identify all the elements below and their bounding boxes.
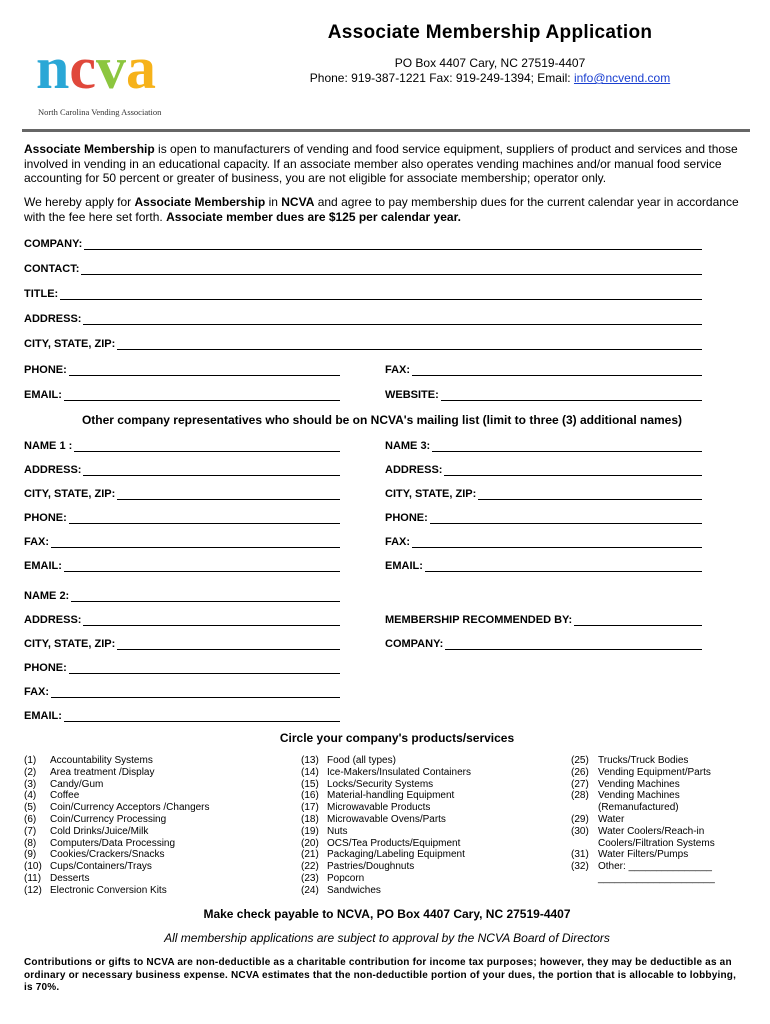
products-column-2 [301,755,541,897]
product-label: Water Coolers/Reach-in [598,825,705,837]
product-number: (15) [301,778,319,790]
membership-recommended-label: MEMBERSHIP RECOMMENDED BY: [385,614,573,626]
product-label: Water [598,813,625,825]
name2-phone-label: PHONE: [24,662,67,674]
product-item[interactable] [571,873,761,885]
product-number: (8) [24,837,37,849]
name1-email-field[interactable] [24,558,340,572]
page-title: Associate Membership Application [327,22,653,43]
header-contact-text: Phone: 919-387-1221 Fax: 919-249-1394; Email: [309,71,574,85]
product-label: Water Filters/Pumps [598,849,689,861]
product-item[interactable] [24,790,264,802]
apply-text-d: NCVA [281,195,315,209]
product-item[interactable] [571,767,761,779]
name1-field[interactable] [24,438,340,452]
product-number: (3) [24,778,37,790]
product-item[interactable] [571,755,761,767]
product-item[interactable] [301,755,541,767]
product-item[interactable] [301,779,541,791]
product-item[interactable] [301,814,541,826]
tax-footnote: Contributions or gifts to NCVA are non-deductible as a charitable contribution for income tax purposes; however, they may be deductible as an ordinary or necessary business expense. NCVA estimates that the non-deductible portion of your dues, the portion that is allocable to lobbying, is 70%. [24,957,737,993]
product-label: Desserts [50,872,90,884]
product-item[interactable] [24,873,264,885]
contact-label: CONTACT: [24,263,80,275]
fax-label: FAX: [385,364,411,376]
recommender-company-field[interactable] [385,636,702,650]
product-item[interactable] [301,861,541,873]
product-number: (17) [301,802,319,814]
name3-city-field[interactable] [385,486,702,500]
product-item[interactable] [24,755,264,767]
product-number: (24) [301,884,319,896]
name2-fax-field[interactable] [24,684,340,698]
product-number: (4) [24,790,37,802]
product-number: (18) [301,813,319,825]
phone-field[interactable] [24,362,340,376]
product-label: Cups/Containers/Trays [50,861,152,873]
product-number: (26) [571,766,589,778]
email-field[interactable] [24,387,340,401]
product-label: Material-handling Equipment [327,790,455,802]
product-item[interactable] [571,814,761,826]
product-number [571,873,598,885]
product-number [571,802,598,814]
name2-city-field[interactable] [24,636,340,650]
name1-label: NAME 1 : [24,440,73,452]
product-number: (27) [571,778,589,790]
product-label: Other: _______________ [598,861,712,873]
logo-letter: n [36,36,70,100]
product-item[interactable] [301,790,541,802]
city-state-zip-label: CITY, STATE, ZIP: [24,338,116,350]
product-label: (Remanufactured) [598,802,679,814]
product-number: (13) [301,755,319,766]
email-label: EMAIL: [24,389,62,401]
address-label: ADDRESS: [24,313,82,325]
product-number: (14) [301,766,319,778]
product-label: Vending Machines [598,778,680,790]
representatives-heading: Other company representatives who should be on NCVA's mailing list (limit to three (3) additional names) [81,413,683,427]
product-number: (25) [571,755,589,766]
product-number [571,838,598,850]
product-item[interactable] [571,838,761,850]
product-item[interactable] [24,885,264,897]
ncva-logo [36,36,196,100]
name3-address-field[interactable] [385,462,702,476]
product-item[interactable] [301,826,541,838]
name3-label: NAME 3: [385,440,431,452]
product-label: Cookies/Crackers/Snacks [50,849,165,861]
name3-fax-label: FAX: [385,536,411,548]
product-number: (23) [301,872,319,884]
name3-address-label: ADDRESS: [385,464,443,476]
product-item[interactable] [24,826,264,838]
logo-text [36,36,156,100]
product-number: (7) [24,825,37,837]
product-item[interactable] [571,849,761,861]
apply-text-e: and agree to pay membership dues for the current calendar year in accordance with the fee here set forth. [24,195,739,224]
product-label: Coin/Currency Acceptors /Changers [50,802,210,814]
product-item[interactable] [301,802,541,814]
product-item[interactable] [24,767,264,779]
product-number: (6) [24,813,37,825]
name2-email-field[interactable] [24,708,340,722]
product-number: (11) [24,872,42,884]
product-number: (16) [301,790,319,802]
product-label: Coolers/Filtration Systems [598,837,715,849]
product-label: Trucks/Truck Bodies [598,755,689,766]
name3-field[interactable] [385,438,702,452]
product-label: Pastries/Doughnuts [327,861,415,873]
product-label: Packaging/Labeling Equipment [327,849,465,861]
product-number: (21) [301,849,319,861]
name1-address-field[interactable] [24,462,340,476]
product-item[interactable] [571,790,761,802]
header-divider [22,129,750,132]
product-item[interactable] [301,849,541,861]
product-item[interactable] [24,814,264,826]
product-number: (1) [24,755,37,766]
product-item[interactable] [24,861,264,873]
name1-email-label: EMAIL: [24,560,62,572]
intro-bold-lead: Associate Membership [24,142,155,156]
product-item[interactable] [301,885,541,897]
apply-text-a: We hereby apply for [24,195,135,209]
name1-address-label: ADDRESS: [24,464,82,476]
logo-letter: v [96,36,127,100]
logo-letter: c [69,36,97,100]
logo-letter: a [126,36,157,100]
address-field[interactable] [24,311,702,325]
product-number: (9) [24,849,37,861]
product-number: (31) [571,849,589,861]
name3-email-label: EMAIL: [385,560,423,572]
product-label: Sandwiches [327,884,381,896]
product-item[interactable] [301,873,541,885]
phone-label: PHONE: [24,364,67,376]
name2-field[interactable] [24,588,340,602]
product-number: (30) [571,825,589,837]
product-number: (2) [24,766,37,778]
product-label: Coffee [50,790,80,802]
name2-address-field[interactable] [24,612,340,626]
products-column-3 [571,755,761,885]
apply-text-c: in [265,195,282,209]
product-number: (20) [301,837,319,849]
name1-fax-label: FAX: [24,536,50,548]
product-label: Locks/Security Systems [327,778,434,790]
product-label: Coin/Currency Processing [50,813,167,825]
payable-note: Make check payable to NCVA, PO Box 4407 Cary, NC 27519-4407 [203,907,571,921]
intro-paragraph [24,142,740,186]
product-label: OCS/Tea Products/Equipment [327,837,461,849]
contact-field[interactable] [24,261,702,275]
membership-recommended-field[interactable] [385,612,702,626]
apply-paragraph [24,195,740,224]
name1-fax-field[interactable] [24,534,340,548]
product-number: (32) [571,861,589,873]
name3-phone-label: PHONE: [385,512,428,524]
email-link[interactable]: info@ncvend.com [573,71,671,85]
product-label: Area treatment /Display [50,766,155,778]
name1-city-field[interactable] [24,486,340,500]
title-label: TITLE: [24,288,59,300]
product-label: Computers/Data Processing [50,837,176,849]
apply-text-b: Associate Membership [134,195,266,209]
product-item[interactable] [24,849,264,861]
product-item[interactable] [571,802,761,814]
product-label: Candy/Gum [50,778,104,790]
name3-phone-field[interactable] [385,510,702,524]
approval-note: All membership applications are subject to approval by the NCVA Board of Directors [164,931,610,945]
product-number: (12) [24,884,42,896]
product-item[interactable] [24,802,264,814]
logo-subtitle: North Carolina Vending Association [38,107,162,117]
website-label: WEBSITE: [385,389,439,401]
product-item[interactable] [571,826,761,838]
recommender-company-label: COMPANY: [385,638,444,650]
product-number: (5) [24,802,37,814]
name3-email-field[interactable] [385,558,702,572]
products-heading: Circle your company's products/services [279,731,515,745]
product-number: (29) [571,813,589,825]
company-label: COMPANY: [24,238,83,250]
product-label: Accountability Systems [50,755,153,766]
product-label: Vending Machines [598,790,680,802]
product-label: _____________________ [598,872,715,884]
product-number: (22) [301,861,319,873]
name3-city-label: CITY, STATE, ZIP: [385,488,477,500]
product-label: Microwavable Products [327,802,431,814]
apply-text-f: Associate member dues are $125 per calendar year. [166,209,461,224]
name2-email-label: EMAIL: [24,710,62,722]
product-label: Cold Drinks/Juice/Milk [50,825,149,837]
product-item[interactable] [301,767,541,779]
product-label: Vending Equipment/Parts [598,766,711,778]
name2-label: NAME 2: [24,590,70,602]
product-label: Food (all types) [327,755,396,766]
website-field[interactable] [385,387,702,401]
product-label: Nuts [327,825,348,837]
product-label: Popcorn [327,872,365,884]
product-label: Microwavable Ovens/Parts [327,813,446,825]
name2-city-label: CITY, STATE, ZIP: [24,638,116,650]
city-state-zip-field[interactable] [24,336,702,350]
name1-city-label: CITY, STATE, ZIP: [24,488,116,500]
company-field[interactable] [24,236,702,250]
product-label: Ice-Makers/Insulated Containers [327,766,471,778]
product-number: (28) [571,790,589,802]
name2-phone-field[interactable] [24,660,340,674]
header-address: PO Box 4407 Cary, NC 27519-4407 [394,56,586,70]
products-column-1 [24,755,264,897]
fax-field[interactable] [385,362,702,376]
name1-phone-field[interactable] [24,510,340,524]
name1-phone-label: PHONE: [24,512,67,524]
name2-address-label: ADDRESS: [24,614,82,626]
header-contact [250,71,730,85]
intro-text: is open to manufacturers of vending and food service equipment, suppliers of product and services and those involved in vending in an educational capacity. If an associate member also operates vending machines and/or manual food service accounting for 50 percent or greater of business, you are not eligible for associate membership; operator only. [24,142,738,185]
name2-fax-label: FAX: [24,686,50,698]
product-item[interactable] [301,838,541,850]
product-number: (10) [24,861,42,873]
product-number: (19) [301,825,319,837]
product-label: Electronic Conversion Kits [50,884,167,896]
name3-fax-field[interactable] [385,534,702,548]
title-field[interactable] [24,286,702,300]
product-item[interactable] [24,779,264,791]
product-item[interactable] [24,838,264,850]
product-item[interactable] [571,779,761,791]
product-item[interactable] [571,861,761,873]
